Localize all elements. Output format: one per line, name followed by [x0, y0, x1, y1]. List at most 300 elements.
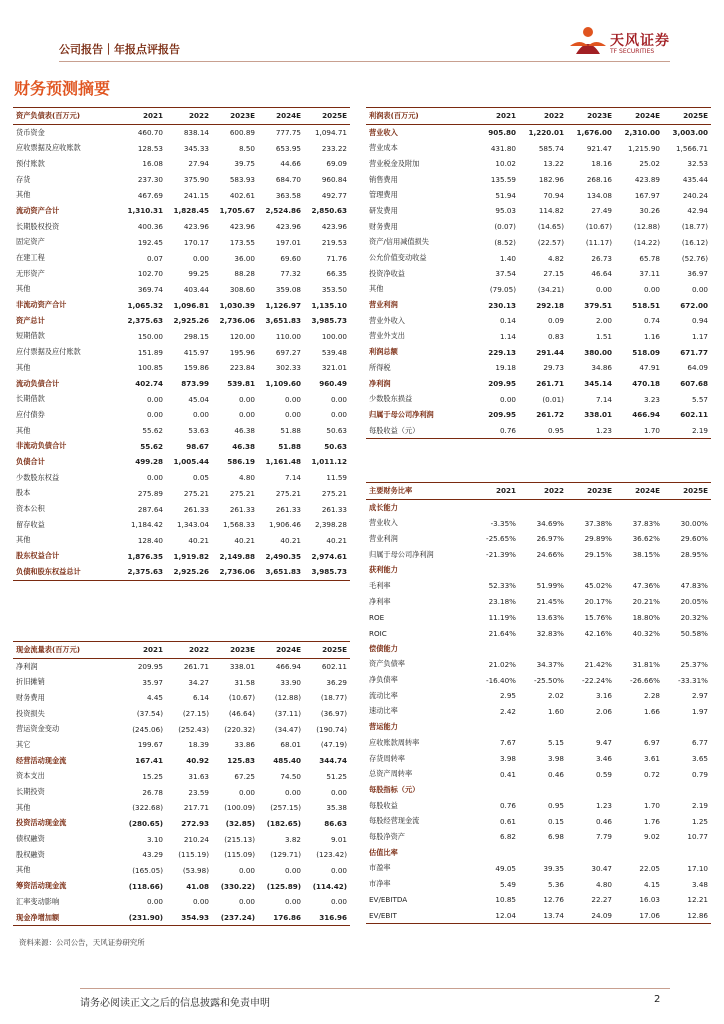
cell-value: 268.16	[586, 175, 612, 185]
cell-value: 697.27	[275, 347, 301, 357]
cell-value: 51.25	[326, 771, 347, 781]
row-label: 其他	[16, 284, 31, 294]
cell-value: 18.80%	[632, 612, 660, 622]
cell-empty	[663, 562, 711, 578]
table-row	[366, 219, 711, 235]
cell-value: 353.50	[321, 284, 347, 294]
cell-value: 47.36%	[632, 581, 660, 591]
cell-value: 22.27	[591, 895, 612, 905]
row-label: 债权融资	[16, 834, 45, 844]
row-label: 净利润	[16, 661, 38, 671]
logo-name: 天风证券	[610, 33, 670, 49]
cell-value: (0.01)	[542, 394, 564, 404]
row-label: 管理费用	[369, 190, 398, 200]
table-row	[13, 219, 350, 235]
cell-value: 873.99	[181, 379, 209, 389]
cell-value: (10.67)	[228, 693, 255, 703]
cell-value: 167.41	[135, 756, 163, 766]
cell-value: 0.00	[330, 897, 347, 907]
cell-value: 4.82	[547, 253, 564, 263]
cell-value: 67.25	[234, 771, 255, 781]
cell-empty	[519, 499, 567, 515]
cell-value: 26.97%	[536, 534, 564, 544]
cell-value: 44.66	[280, 159, 301, 169]
cell-value: (32.85)	[225, 818, 255, 828]
cell-value: (53.98)	[182, 865, 209, 875]
cell-empty	[663, 845, 711, 861]
row-label: 每股收益	[369, 800, 398, 810]
cell-empty	[471, 845, 519, 861]
cell-value: 28.95%	[680, 550, 708, 560]
cell-value: 287.64	[137, 504, 163, 514]
cell-value: 46.38	[234, 426, 255, 436]
cell-value: 539.81	[227, 379, 255, 389]
cell-value: 9.02	[643, 832, 660, 842]
cell-value: 3.48	[691, 879, 708, 889]
cell-value: 34.69%	[536, 518, 564, 528]
row-label: 非流动负债合计	[16, 441, 67, 451]
cell-value: (34.21)	[537, 284, 564, 294]
table-row	[366, 329, 711, 345]
cell-value: 1,005.44	[173, 457, 209, 467]
cell-value: 2.19	[691, 801, 708, 811]
cell-value: 359.08	[275, 284, 301, 294]
cell-value: (36.97)	[320, 709, 347, 719]
cell-value: 3,985.73	[311, 316, 347, 326]
cell-value: 1,135.10	[311, 300, 347, 310]
cell-value: 10.02	[495, 159, 516, 169]
cell-value: 1.23	[595, 801, 612, 811]
cell-empty	[567, 562, 615, 578]
cell-value: (8.52)	[494, 237, 516, 247]
row-label: 折旧摊销	[16, 677, 45, 687]
cell-empty	[615, 641, 663, 657]
table-row	[13, 847, 350, 863]
cell-value: 2,310.00	[624, 128, 660, 138]
table-row	[366, 515, 711, 531]
cell-value: 316.96	[304, 910, 350, 926]
row-label: 所得税	[369, 362, 391, 372]
cell-value: 470.18	[632, 379, 660, 389]
table-row	[366, 735, 711, 751]
column-header: 2021	[120, 642, 166, 659]
table-row	[366, 610, 711, 626]
cell-value: 261.71	[536, 379, 564, 389]
cell-value: 6.77	[691, 738, 708, 748]
cell-value: 275.21	[183, 488, 209, 498]
row-label: 流动比率	[369, 690, 398, 700]
row-label: 留存收益	[16, 519, 45, 529]
table-row	[13, 344, 350, 360]
cell-value: 275.21	[229, 488, 255, 498]
cell-value: 0.00	[146, 473, 163, 483]
table-header-row	[366, 483, 711, 500]
cell-value: 423.96	[321, 222, 347, 232]
row-label: 股东权益合计	[16, 551, 60, 561]
cell-empty	[471, 562, 519, 578]
table-row	[13, 329, 350, 345]
cell-value: 167.97	[634, 190, 660, 200]
table-row	[366, 266, 711, 282]
table-row	[13, 156, 350, 172]
row-label: 研发费用	[369, 205, 398, 215]
cell-value: 18.16	[591, 159, 612, 169]
cell-value: (182.65)	[266, 818, 301, 828]
row-label: 流动资产合计	[16, 205, 60, 215]
cell-value: 0.00	[192, 897, 209, 907]
cell-value: 539.48	[321, 347, 347, 357]
cell-value: 921.47	[586, 143, 612, 153]
cell-value: 5.36	[547, 879, 564, 889]
cell-value: 1.76	[643, 816, 660, 826]
cell-value: 34.37%	[536, 659, 564, 669]
income-statement-table	[366, 107, 711, 439]
cell-value: 39.75	[234, 159, 255, 169]
cell-value: 98.67	[186, 441, 209, 451]
cell-value: 29.89%	[584, 534, 612, 544]
cell-value: 2,398.28	[314, 520, 347, 530]
cell-value: 31.81%	[632, 659, 660, 669]
cell-value: 2,925.26	[173, 316, 209, 326]
cell-value: 0.00	[330, 394, 347, 404]
cell-value: 11.19%	[488, 612, 516, 622]
cell-value: 34.86	[591, 363, 612, 373]
cell-empty	[519, 719, 567, 735]
row-label: 总资产周转率	[369, 769, 413, 779]
cell-value: 37.11	[639, 269, 660, 279]
row-label: 销售费用	[369, 174, 398, 184]
table-header-row	[366, 108, 711, 125]
row-label: 公允价值变动收益	[369, 253, 427, 263]
table-row	[366, 297, 711, 313]
cell-value: 275.21	[321, 488, 347, 498]
row-label: 流动负债合计	[16, 378, 60, 388]
cell-value: (220.32)	[224, 724, 255, 734]
table-row	[366, 657, 711, 673]
cell-value: 0.46	[547, 769, 564, 779]
cell-value: 1,109.60	[265, 379, 301, 389]
cell-value: (46.64)	[228, 709, 255, 719]
column-header: 2025E	[663, 483, 711, 500]
cell-value: 30.00%	[680, 518, 708, 528]
cell-value: 170.17	[183, 237, 209, 247]
row-label: 其他	[16, 802, 31, 812]
column-header: 2024E	[258, 108, 304, 125]
row-label: 少数股东权益	[16, 472, 60, 482]
cell-value: 1.60	[547, 706, 564, 716]
cell-value: 403.44	[183, 284, 209, 294]
column-header: 2022	[166, 642, 212, 659]
cell-value: 2.97	[691, 691, 708, 701]
table-row	[366, 407, 711, 423]
cell-value: 275.21	[275, 488, 301, 498]
cell-value: (14.65)	[537, 222, 564, 232]
table-row	[13, 721, 350, 737]
cell-empty	[663, 719, 711, 735]
cell-value: 3.98	[547, 754, 564, 764]
cell-value: 275.89	[137, 488, 163, 498]
cell-value: 2,490.35	[265, 551, 301, 561]
cell-value: 3,985.73	[304, 564, 350, 580]
cell-value: (27.15)	[182, 709, 209, 719]
table-row	[13, 784, 350, 800]
table-row	[366, 829, 711, 845]
table-row	[13, 423, 350, 439]
header-text: 公司报告｜年报点评报告	[59, 43, 180, 56]
cell-value: 34.27	[188, 677, 209, 687]
cell-value: 13.74	[519, 908, 567, 924]
cell-value: 607.68	[680, 379, 708, 389]
row-label: 归属于母公司净利润	[369, 409, 434, 419]
cell-value: 1,065.32	[127, 300, 163, 310]
table-row	[13, 376, 350, 392]
cell-empty	[567, 499, 615, 515]
cell-value: 37.38%	[584, 518, 612, 528]
cell-value: 466.94	[275, 662, 301, 672]
cell-value: 261.33	[275, 504, 301, 514]
cell-value: 13.63%	[536, 612, 564, 622]
row-label: 股本	[16, 488, 31, 498]
row-label: 长期投资	[16, 787, 45, 797]
cell-value: 261.33	[183, 504, 209, 514]
cell-value: 10.77	[687, 832, 708, 842]
cell-value: 402.61	[229, 190, 255, 200]
row-label: 获利能力	[369, 565, 398, 575]
cell-value: 6.14	[192, 693, 209, 703]
cell-value: (123.42)	[316, 850, 347, 860]
cell-value: 135.59	[490, 175, 516, 185]
cell-value: 0.76	[499, 801, 516, 811]
cell-value: 0.00	[284, 410, 301, 420]
table-title: 现金流量表(百万元)	[13, 642, 120, 659]
cell-value: 2,974.61	[311, 551, 347, 561]
cell-value: 47.83%	[680, 581, 708, 591]
cell-value: 26.73	[591, 253, 612, 263]
table-row	[13, 282, 350, 298]
cell-value: (37.54)	[136, 709, 163, 719]
cell-empty	[471, 782, 519, 798]
cell-value: 0.00	[238, 897, 255, 907]
cell-value: 69.09	[326, 159, 347, 169]
column-header: 2022	[519, 108, 567, 125]
cell-value: 308.60	[229, 284, 255, 294]
cell-value: 40.21	[326, 535, 347, 545]
cell-value: (115.19)	[178, 850, 209, 860]
cell-value: 25.02	[639, 159, 660, 169]
cell-value: 960.49	[319, 379, 347, 389]
table-row	[366, 625, 711, 641]
row-label: 净负债率	[369, 675, 398, 685]
section-title: 财务预测摘要	[14, 79, 111, 98]
row-label: 净利率	[369, 596, 391, 606]
cell-value: 2.19	[663, 423, 711, 439]
row-label: 应收票据及应收账款	[16, 143, 81, 153]
cell-value: 110.00	[275, 331, 301, 341]
row-label: 存货	[16, 174, 31, 184]
cell-value: 20.21%	[632, 597, 660, 607]
cell-value: 24.66%	[536, 550, 564, 560]
row-label: 在建工程	[16, 253, 45, 263]
cell-value: 0.95	[547, 801, 564, 811]
table-row	[366, 124, 711, 140]
cell-empty	[615, 562, 663, 578]
cell-value: 261.71	[183, 662, 209, 672]
cell-value: 0.00	[330, 787, 347, 797]
cell-value: (47.19)	[320, 740, 347, 750]
table-row	[366, 187, 711, 203]
cell-empty	[471, 719, 519, 735]
row-label: 财务费用	[16, 692, 45, 702]
cell-value: 1,906.46	[268, 520, 301, 530]
cell-value: 684.70	[275, 175, 301, 185]
cell-value: 210.24	[183, 834, 209, 844]
table-row	[13, 266, 350, 282]
cell-value: 518.09	[632, 347, 660, 357]
table-row	[13, 124, 350, 140]
cell-value: 3.23	[643, 394, 660, 404]
cell-value: 4.45	[146, 693, 163, 703]
cell-value: -33.31%	[678, 675, 708, 685]
cell-value: 192.45	[137, 237, 163, 247]
cell-value: 23.59	[188, 787, 209, 797]
cell-value: 50.63	[326, 426, 347, 436]
row-label: 应收账款周转率	[369, 737, 420, 747]
table-row	[366, 344, 711, 360]
row-label: 市净率	[369, 879, 391, 889]
cell-value: -21.39%	[486, 550, 516, 560]
cell-value: 586.19	[227, 457, 255, 467]
table-row	[13, 250, 350, 266]
cell-value: 0.94	[691, 316, 708, 326]
row-label: 偿债能力	[369, 643, 398, 653]
table-row	[366, 499, 711, 515]
cell-empty	[615, 782, 663, 798]
cell-value: 423.96	[183, 222, 209, 232]
cell-value: 31.58	[234, 677, 255, 687]
cell-value: 3.46	[595, 754, 612, 764]
cell-empty	[615, 719, 663, 735]
cell-value: 600.89	[229, 128, 255, 138]
table-row	[366, 531, 711, 547]
cell-value: 47.91	[639, 363, 660, 373]
row-label: 其他	[16, 425, 31, 435]
table-row	[366, 751, 711, 767]
cell-value: 9.47	[595, 738, 612, 748]
row-label: 资产总计	[16, 315, 45, 325]
table-row	[366, 845, 711, 861]
column-header: 2023E	[567, 108, 615, 125]
cell-value: 0.00	[238, 865, 255, 875]
cell-value: 199.67	[137, 740, 163, 750]
table-row	[366, 235, 711, 251]
cell-value: 237.30	[137, 175, 163, 185]
cell-value: 70.94	[543, 190, 564, 200]
cell-value: 345.14	[584, 379, 612, 389]
cell-value: 74.50	[280, 771, 301, 781]
row-label: 资本支出	[16, 771, 45, 781]
cell-empty	[567, 641, 615, 657]
row-label: 经营活动现金流	[16, 755, 67, 765]
cell-value: 5.57	[691, 394, 708, 404]
source-note: 资料来源：公司公告，天风证券研究所	[19, 938, 145, 947]
row-label: 固定资产	[16, 237, 45, 247]
cell-value: 291.44	[536, 347, 564, 357]
cell-value: 1.25	[691, 816, 708, 826]
cell-value: 1.17	[691, 331, 708, 341]
cell-value: 777.75	[275, 128, 301, 138]
cell-value: 65.78	[639, 253, 660, 263]
cell-value: (37.11)	[274, 709, 301, 719]
cell-value: 95.03	[495, 206, 516, 216]
cell-value: 1,828.45	[173, 206, 209, 216]
cell-value: 1.40	[499, 253, 516, 263]
cell-value: 64.09	[687, 363, 708, 373]
cell-value: 240.24	[682, 190, 708, 200]
cell-value: 0.00	[146, 897, 163, 907]
table-row	[366, 641, 711, 657]
cell-value: 128.53	[137, 143, 163, 153]
cell-value: 36.29	[326, 677, 347, 687]
cell-value: -16.40%	[486, 675, 516, 685]
table-row	[13, 140, 350, 156]
cell-value: 51.99%	[536, 581, 564, 591]
cell-value: (18.77)	[681, 222, 708, 232]
cell-value: 0.00	[238, 410, 255, 420]
cell-value: 344.74	[319, 756, 347, 766]
cell-value: 375.90	[183, 175, 209, 185]
cell-value: 53.63	[188, 426, 209, 436]
column-header: 2025E	[304, 108, 350, 125]
table-title: 资产负债表(百万元)	[13, 108, 120, 125]
cell-value: 12.21	[687, 895, 708, 905]
cell-value: 0.09	[547, 316, 564, 326]
cell-value: (252.43)	[178, 724, 209, 734]
table-row	[366, 376, 711, 392]
cell-value: 0.00	[284, 865, 301, 875]
row-label: 营业收入	[369, 127, 398, 137]
table-row	[366, 562, 711, 578]
cell-value: 2.95	[499, 691, 516, 701]
cell-value: 1.23	[567, 423, 615, 439]
table-row	[13, 690, 350, 706]
table-row	[13, 706, 350, 722]
cell-value: 960.84	[321, 175, 347, 185]
cell-value: 37.83%	[632, 518, 660, 528]
cell-value: 43.29	[142, 850, 163, 860]
cell-value: 49.05	[495, 863, 516, 873]
column-header: 2024E	[615, 108, 663, 125]
column-header: 2024E	[258, 642, 304, 659]
cell-value: 120.00	[229, 331, 255, 341]
cell-value: 35.97	[142, 677, 163, 687]
table-row	[13, 816, 350, 832]
cell-value: 8.50	[238, 143, 255, 153]
cell-value: 423.96	[229, 222, 255, 232]
cell-value: 499.28	[135, 457, 163, 467]
cell-empty	[567, 719, 615, 735]
table-row	[13, 894, 350, 910]
cell-value: (190.74)	[316, 724, 347, 734]
cell-value: (12.88)	[274, 693, 301, 703]
cell-value: 0.46	[595, 816, 612, 826]
cell-value: (231.90)	[120, 910, 166, 926]
row-label: 每股经营现金流	[369, 816, 420, 826]
cell-value: 6.98	[547, 832, 564, 842]
cell-value: 21.02%	[488, 659, 516, 669]
cell-value: 26.78	[142, 787, 163, 797]
cell-value: 1.70	[643, 801, 660, 811]
column-header: 2025E	[663, 108, 711, 125]
